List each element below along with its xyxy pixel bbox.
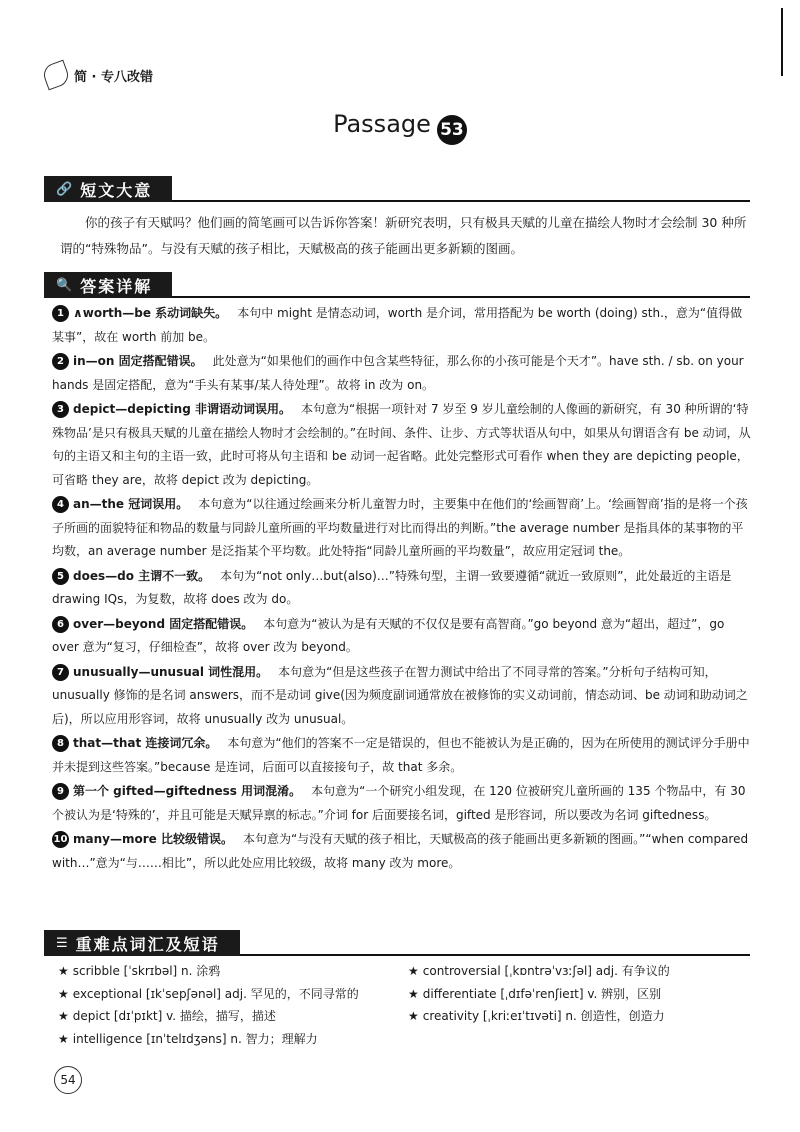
answer-explanation: 本句中 might 是情态动词，worth 是介词，常用搭配为 be worth (doing) sth.，意为“值得做某事”，故在 worth 前加 be。 xyxy=(52,306,743,344)
summary-heading-box xyxy=(44,176,172,202)
answer-label: over—beyond 固定搭配错误。 xyxy=(73,616,254,631)
answer-number-badge: 10 xyxy=(52,831,69,848)
answer-label: ∧worth—be 系动词缺失。 xyxy=(73,306,228,320)
vocab-heading-box xyxy=(44,930,240,956)
vocab-entry: intelligence [ɪnˈtelɪdʒəns] n. 智力；理解力 xyxy=(72,1031,318,1046)
star-icon: ★ xyxy=(58,1009,69,1023)
answer-number-badge: 5 xyxy=(52,568,69,585)
answer-number-badge: 6 xyxy=(52,616,69,633)
passage-title xyxy=(0,110,800,145)
summary-text: 你的孩子有天赋吗？他们画的简笔画可以告诉你答案！新研究表明，只有极具天赋的儿童在描绘人物时才会绘制 30 种所谓的“特殊物品”。与没有天赋的孩子相比，天赋极高的孩子能画出更多新颖的图画。 xyxy=(60,215,747,256)
answer-number-badge: 8 xyxy=(52,735,69,752)
answer-number-badge: 4 xyxy=(52,496,69,513)
answer-item xyxy=(52,398,752,492)
answer-explanation: 本句意为“他们的答案不一定是错误的，但也不能被认为是正确的，因为在所使用的测试评分手册中并未提到这些答案。”because 是连词，后面可以直接接句子，故 that 多余。 xyxy=(52,736,750,774)
answer-item xyxy=(52,350,752,397)
answers-heading-box xyxy=(44,272,172,298)
answer-explanation: 本句意为“以往通过绘画来分析儿童智力时，主要集中在他们的‘绘画智商’上。‘绘画智商’指的是将一个孩子所画的面貌特征和物品的数量与同龄儿童所画的平均数量进行对比而得出的判断。”the average number 是指具体的某事物的平均数，an average number 是泛指某个平均数。此处特指“同龄儿童所画的平均数量”，故应用定冠词 the。 xyxy=(52,497,748,558)
answer-item xyxy=(52,565,752,612)
vocab-item xyxy=(58,985,408,1008)
answer-label: many—more 比较级错误。 xyxy=(73,832,233,846)
leaf-icon xyxy=(41,60,72,91)
vocab-item xyxy=(58,1007,408,1030)
answer-label: an—the 冠词误用。 xyxy=(73,497,189,511)
answer-label: unusually—unusual 词性混用。 xyxy=(73,664,269,679)
star-icon: ★ xyxy=(408,986,419,1001)
vocab-list xyxy=(58,962,758,1052)
answer-explanation: 本句意为“被认为是有天赋的不仅仅是要有高智商。”go beyond 意为“超出，超过”，go over 意为“复习，仔细检查”，故将 over 改为 beyond。 xyxy=(52,616,725,654)
vocab-entry: creativity [ˌkriːeɪˈtɪvəti] n. 创造性，创造力 xyxy=(422,1009,665,1023)
header-label: 简 · 专八改错 xyxy=(74,69,153,85)
answer-explanation: 此处意为“如果他们的画作中包含某些特征，那么你的小孩可能是个天才”。have sth. / sb. on your hands 是固定搭配，意为“手头有某事/某人待处理”。故将 in 改为 on。 xyxy=(52,354,744,392)
answer-label: does—do 主谓不一致。 xyxy=(73,568,211,583)
star-icon: ★ xyxy=(58,986,69,1001)
vocab-item xyxy=(408,962,758,985)
link-icon: 🔗 xyxy=(56,181,73,197)
answer-explanation: 本句意为“与没有天赋的孩子相比，天赋极高的孩子能画出更多新颖的图画。”“when compared with…”意为“与……相比”，所以此处应用比较级，故将 many 改为 more。 xyxy=(52,832,749,870)
vocab-item xyxy=(408,1007,758,1030)
vocab-entry: exceptional [ɪkˈsepʃənəl] adj. 罕见的，不同寻常的 xyxy=(72,986,359,1001)
answer-number-badge: 1 xyxy=(52,305,69,322)
page-number: 54 xyxy=(54,1066,82,1094)
answer-item xyxy=(52,493,752,564)
vocab-item xyxy=(58,962,408,985)
vocab-item xyxy=(58,1030,408,1053)
summary-section-header xyxy=(44,176,750,202)
answer-explanation: 本句为“not only…but(also)…”特殊句型，主谓一致要遵循“就近一致原则”，此处最近的主语是 drawing IQs，为复数，故将 does 改为 do。 xyxy=(52,568,732,606)
list-icon: ☰ xyxy=(56,935,68,951)
vocab-entry: controversial [ˌkɒntrəˈvɜːʃəl] adj. 有争议的 xyxy=(422,964,670,978)
answer-item xyxy=(52,732,752,779)
title-text: Passage xyxy=(333,110,431,138)
answer-number-badge: 2 xyxy=(52,353,69,370)
passage-number-badge: 53 xyxy=(437,115,467,145)
answers-heading: 答案详解 xyxy=(80,276,153,296)
answer-label: 第一个 gifted—giftedness 用词混淆。 xyxy=(73,784,302,798)
answer-item xyxy=(52,828,752,875)
answer-item xyxy=(52,780,752,827)
vocab-entry: differentiate [ˌdɪfəˈrenʃieɪt] v. 辨别，区别 xyxy=(422,986,662,1001)
answer-item xyxy=(52,661,752,732)
star-icon: ★ xyxy=(408,964,419,978)
page-header xyxy=(44,62,153,88)
answer-label: depict—depicting 非谓语动词误用。 xyxy=(73,402,291,416)
vocab-section-header xyxy=(44,930,750,956)
answer-list xyxy=(52,302,752,876)
star-icon: ★ xyxy=(408,1009,419,1023)
magnifier-icon: 🔍 xyxy=(56,277,73,293)
vocab-entry: depict [dɪˈpɪkt] v. 描绘，描写，描述 xyxy=(72,1009,276,1023)
answer-label: that—that 连接词冗余。 xyxy=(73,736,218,750)
answer-number-badge: 7 xyxy=(52,664,69,681)
page-edge-line xyxy=(781,8,783,76)
answer-explanation: 本句意为“根据一项针对 7 岁至 9 岁儿童绘制的人像画的新研究，有 30 种所谓的‘特殊物品’是只有极具天赋的儿童在描绘人物时才会绘制的。”在时间、条件、让步、方式等状语从句中，如果从句谓语含有 be 动词，从句的主语又和主句的主语一致，此时可将从句主语和 be 动词一起省略。此处完整形式可看作 when they are depicting people，可省略 they are，故将 depict 改为 depicting。 xyxy=(52,402,751,487)
answer-item xyxy=(52,302,752,349)
answer-explanation: 本句意为“但是这些孩子在智力测试中给出了不同寻常的答案。”分析句子结构可知，unusually 修饰的是名词 answers，而不是动词 give(因为频度副词通常放在被修饰的实义动词前，情态动词、be 动词和助动词之后)，所以应用形容词，故将 unusually 改为 unusual。 xyxy=(52,664,748,726)
summary-heading: 短文大意 xyxy=(80,180,153,200)
star-icon: ★ xyxy=(58,1031,69,1046)
vocab-entry: scribble [ˈskrɪbəl] n. 涂鸦 xyxy=(72,964,221,978)
answer-number-badge: 3 xyxy=(52,401,69,418)
answers-section-header xyxy=(44,272,750,298)
answer-item xyxy=(52,613,752,660)
answer-number-badge: 9 xyxy=(52,783,69,800)
vocab-heading: 重难点词汇及短语 xyxy=(75,934,220,954)
star-icon: ★ xyxy=(58,964,69,978)
answer-label: in—on 固定搭配错误。 xyxy=(73,354,203,368)
vocab-item xyxy=(408,985,758,1008)
answer-explanation: 本句意为“一个研究小组发现，在 120 位被研究儿童所画的 135 个物品中，有 30 个被认为是‘特殊的’，并且可能是天赋异禀的标志。”介词 for 后面要接名词，gifted 是形容词，所以要改为名词 giftedness。 xyxy=(52,784,746,822)
